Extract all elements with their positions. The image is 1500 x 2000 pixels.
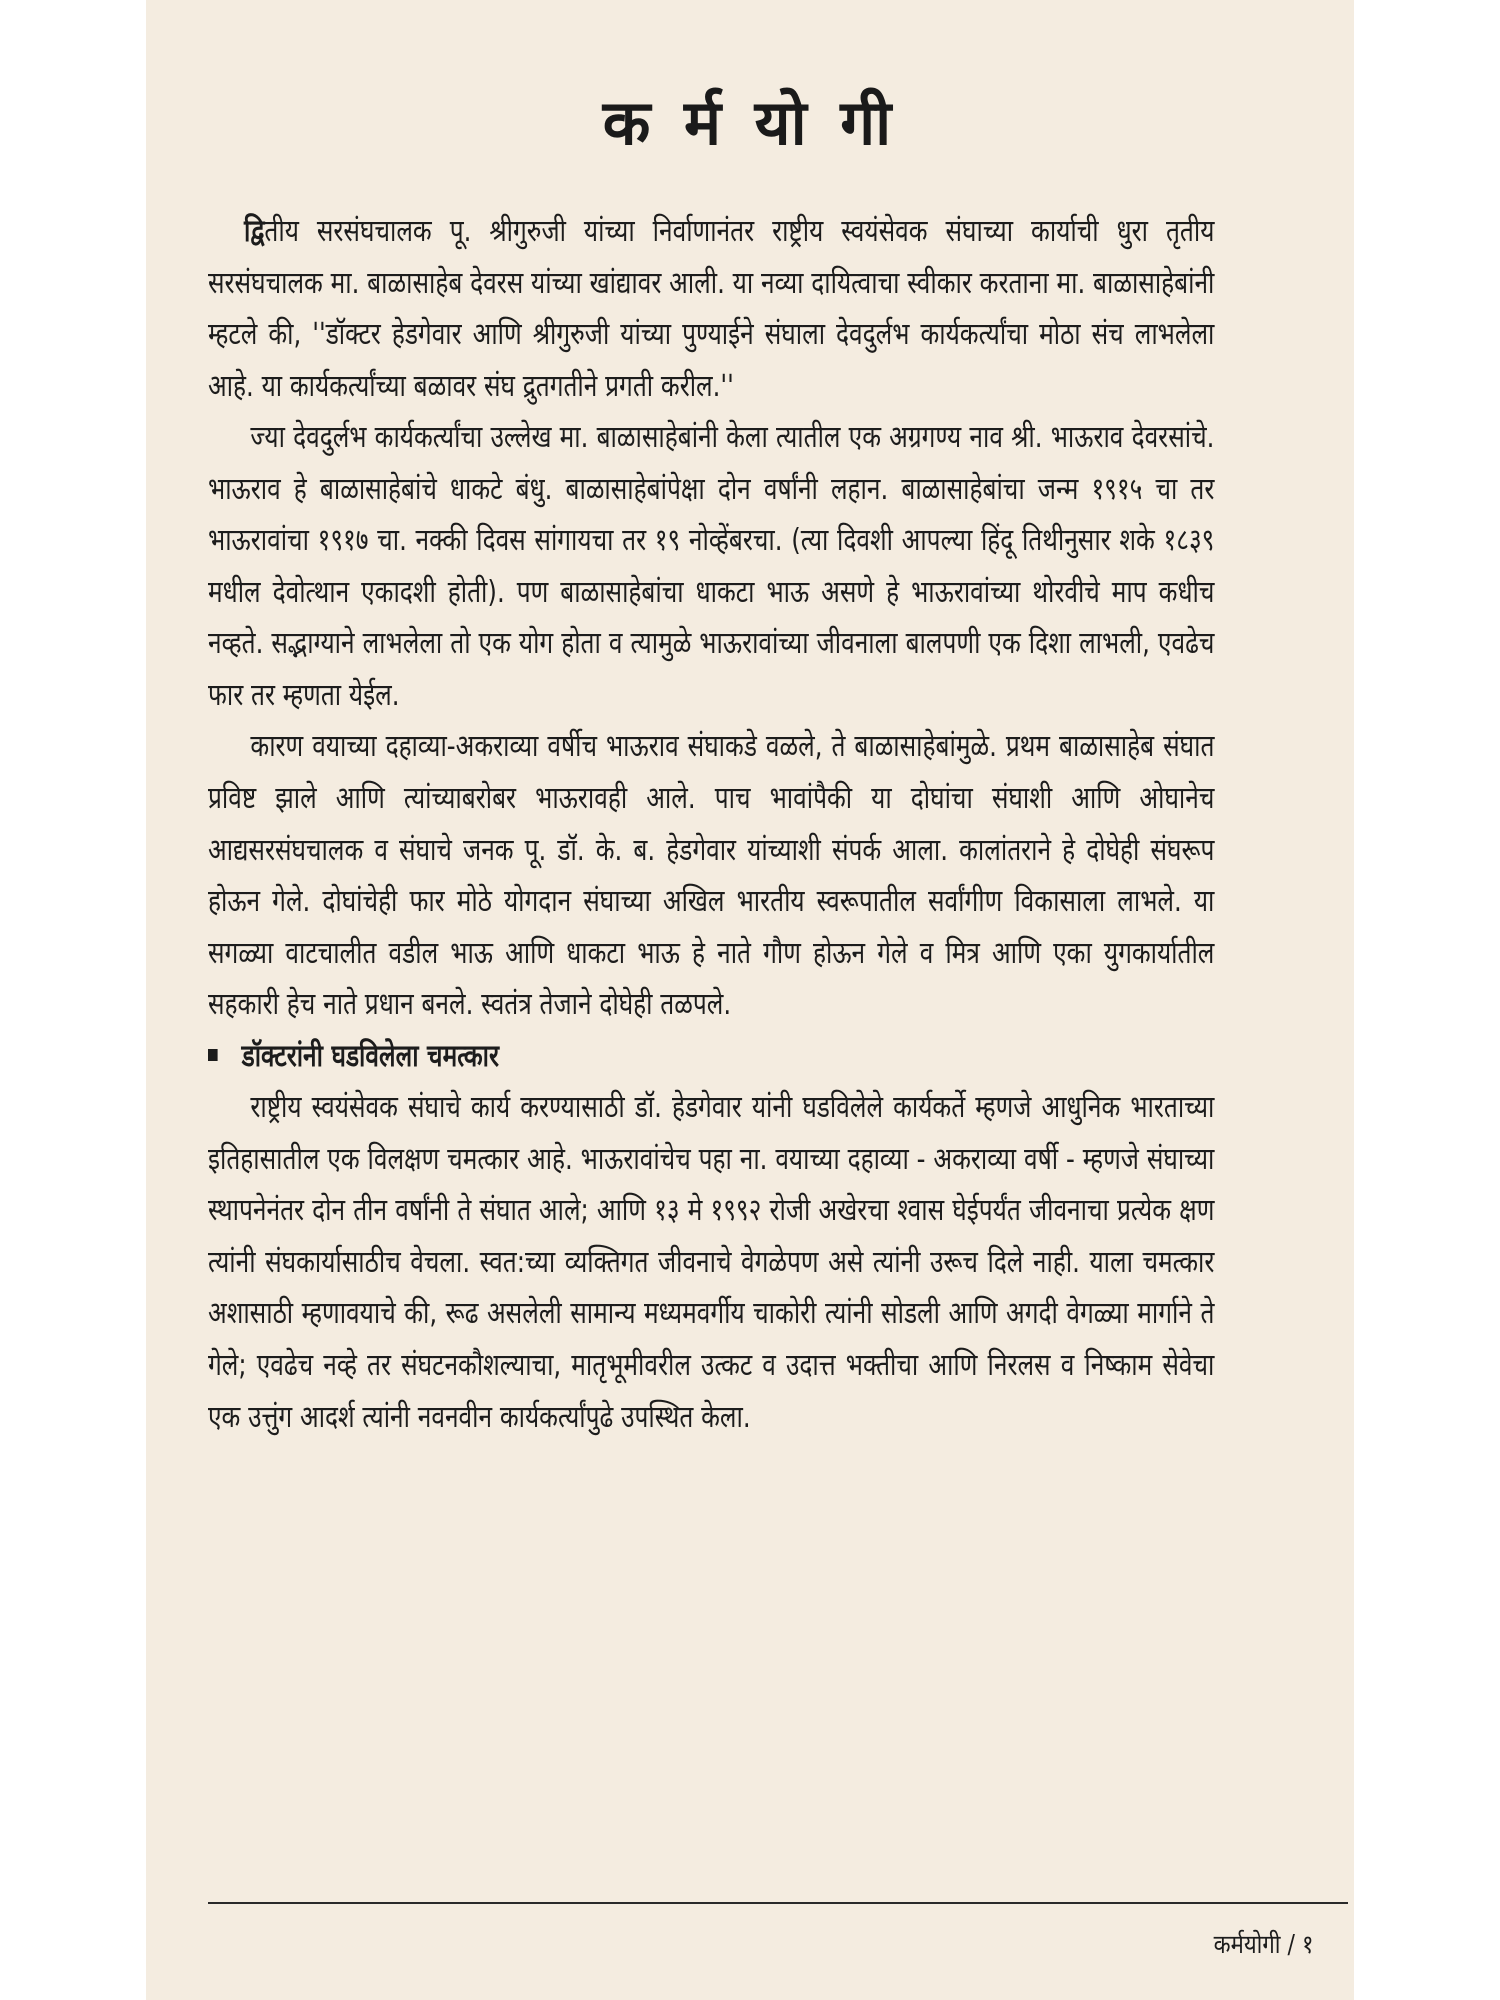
footer-divider	[208, 1902, 1348, 1904]
paragraph-3: कारण वयाच्या दहाव्या-अकराव्या वर्षीच भाऊराव संघाकडे वळले, ते बाळासाहेबांमुळे. प्रथम बाळासाहेब संघात प्रविष्ट झाले आणि त्यांच्याबरोबर भाऊरावही आले. पाच भावांपैकी या दोघांचा संघाशी आणि ओघानेच आद्यसरसंघचालक व संघाचे जनक पू. डॉ. के. ब. हेडगेवार यांच्याशी संपर्क आला. कालांतराने हे दोघेही संघरूप होऊन गेले. दोघांचेही फार मोठे योगदान संघाच्या अखिल भारतीय स्वरूपातील सर्वांगीण विकासाला लाभले. या सगळ्या वाटचालीत वडील भाऊ आणि धाकटा भाऊ हे नाते गौण होऊन गेले व मित्र आणि एका युगकार्यातील सहकारी हेच नाते प्रधान बनले. स्वतंत्र तेजाने दोघेही तळपले.	[208, 729, 1215, 1023]
article-body	[208, 206, 1214, 1443]
paragraph-2: ज्या देवदुर्लभ कार्यकर्त्यांचा उल्लेख मा. बाळासाहेबांनी केला त्यातील एक अग्रगण्य नाव श्री. भाऊराव देवरसांचे. भाऊराव हे बाळासाहेबांचे धाकटे बंधु. बाळासाहेबांपेक्षा दोन वर्षांनी लहान. बाळासाहेबांचा जन्म १९१५ चा तर भाऊरावांचा १९१७ चा. नक्की दिवस सांगायचा तर १९ नोव्हेंबरचा. (त्या दिवशी आपल्या हिंदू तिथीनुसार शके १८३९ मधील देवोत्थान एकादशी होती). पण बाळासाहेबांचा धाकटा भाऊ असणे हे भाऊरावांच्या थोरवीचे माप कधीच नव्हते. सद्भाग्याने लाभलेला तो एक योग होता व त्यामुळे भाऊरावांच्या जीवनाला बालपणी एक दिशा लाभली, एवढेच फार तर म्हणता येईल.	[208, 420, 1215, 713]
paragraph-4: राष्ट्रीय स्वयंसेवक संघाचे कार्य करण्यासाठी डॉ. हेडगेवार यांनी घडविलेले कार्यकर्ते म्हणजे आधुनिक भारताच्या इतिहासातील एक विलक्षण चमत्कार आहे. भाऊरावांचेच पहा ना. वयाच्या दहाव्या - अकराव्या वर्षी - म्हणजे संघाच्या स्थापनेनंतर दोन तीन वर्षांनी ते संघात आले; आणि १३ मे १९९२ रोजी अखेरचा श्वास घेईपर्यंत जीवनाचा प्रत्येक क्षण त्यांनी संघकार्यासाठीच वेचला. स्वत:च्या व्यक्तिगत जीवनाचे वेगळेपण असे त्यांनी उरूच दिले नाही. याला चमत्कार अशासाठी म्हणावयाचे की, रूढ असलेली सामान्य मध्यमवर्गीय चाकोरी त्यांनी सोडली आणि अगदी वेगळ्या मार्गाने ते गेले; एवढेच नव्हे तर संघटनकौशल्याचा, मातृभूमीवरील उत्कट व उदात्त भक्तीचा आणि निरलस व निष्काम सेवेचा एक उत्तुंग आदर्श त्यांनी नवनवीन कार्यकर्त्यांपुढे उपस्थित केला.	[208, 1090, 1215, 1435]
section-heading	[208, 1031, 1214, 1083]
page-footer: कर्मयोगी / १	[1214, 1930, 1314, 1960]
paragraph-1: द्वितीय सरसंघचालक पू. श्रीगुरुजी यांच्या निर्वाणानंतर राष्ट्रीय स्वयंसेवक संघाच्या कार्याची धुरा तृतीय सरसंघचालक मा. बाळासाहेब देवरस यांच्या खांद्यावर आली. या नव्या दायित्वाचा स्वीकार करताना मा. बाळासाहेबांनी म्हटले की, ''डॉक्टर हेडगेवार आणि श्रीगुरुजी यांच्या पुण्याईने संघाला देवदुर्लभ कार्यकर्त्यांचा मोठा संच लाभलेला आहे. या कार्यकर्त्यांच्या बळावर संघ द्रुतगतीने प्रगती करील.''	[208, 214, 1215, 404]
book-page	[146, 0, 1354, 2000]
square-bullet-icon	[208, 1049, 218, 1061]
section-heading-text: डॉक्टरांनी घडविलेला चमत्कार	[241, 1038, 499, 1074]
page-title: क र्म यो गी	[602, 86, 898, 159]
